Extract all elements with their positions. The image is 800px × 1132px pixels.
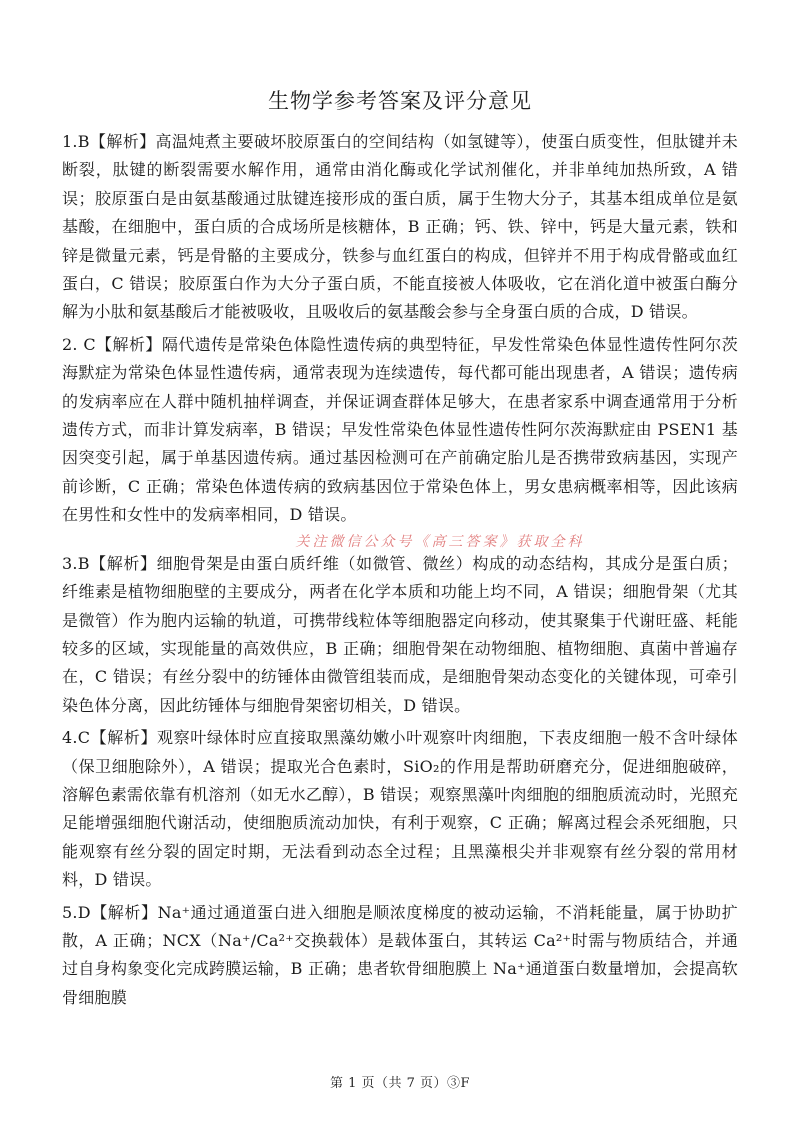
answer-paragraph-1: 1.B【解析】高温炖煮主要破坏胶原蛋白的空间结构（如氢键等），使蛋白质变性，但肽键并未断裂，肽键的断裂需要水解作用，通常由消化酶或化学试剂催化，并非单纯加热所致，A 错误；胶原蛋白是由氨基酸通过肽键连接形成的蛋白质，属于生物大分子，其基本组成单位是氨基酸，在细胞中，蛋白质的合成场所是核糖体，B 正确；钙、铁、锌中，钙是大量元素，铁和锌是微量元素，钙是骨骼的主要成分，铁参与血红蛋白的构成，但锌并不用于构成骨骼或血红蛋白，C 错误；胶原蛋白作为大分子蛋白质，不能直接被人体吸收，它在消化道中被蛋白酶分解为小肽和氨基酸后才能被吸收，且吸收后的氨基酸会参与全身蛋白质的合成，D 错误。 (62, 132, 738, 322)
watermark-text: 关注微信公众号《高三答案》获取全科 (295, 533, 585, 550)
answer-paragraph-5: 5.D【解析】Na⁺通过通道蛋白进入细胞是顺浓度梯度的被动运输，不消耗能量，属于协助扩散，A 正确；NCX（Na⁺/Ca²⁺交换载体）是载体蛋白，其转运 Ca²⁺时需与物质结合，并通过自身构象变化完成跨膜运输，B 正确；患者软骨细胞膜上 Na⁺通道蛋白数量增加，会提高软骨细胞膜 (62, 902, 738, 1007)
page-footer: 第 1 页（共 7 页）③F (329, 1076, 471, 1091)
answer-paragraph-2: 2. C【解析】隔代遗传是常染色体隐性遗传病的典型特征，早发性常染色体显性遗传性阿尔茨海默症为常染色体显性遗传病，通常表现为连续遗传，每代都可能出现患者，A 错误；遗传病的发病率应在人群中随机抽样调查，并保证调查群体足够大，在患者家系中调查通常用于分析遗传方式，而非计算发病率，B 错误；早发性常染色体显性遗传性阿尔茨海默症由 PSEN1 基因突变引起，属于单基因遗传病。通过基因检测可在产前确定胎儿是否携带致病基因，实现产前诊断，C 正确；常染色体遗传病的致病基因位于常染色体上，男女患病概率相等，因此该病在男性和女性中的发病率相同，D 错误。 (62, 334, 738, 525)
answer-paragraph-3: 3.B【解析】细胞骨架是由蛋白质纤维（如微管、微丝）构成的动态结构，其成分是蛋白质；纤维素是植物细胞壁的主要成分，两者在化学本质和功能上均不同，A 错误；细胞骨架（尤其是微管）作为胞内运输的轨道，可携带线粒体等细胞器定向移动，使其聚集于代谢旺盛、耗能较多的区域，实现能量的高效供应，B 正确；细胞骨架在动物细胞、植物细胞、真菌中普遍存在，C 错误；有丝分裂中的纺锤体由微管组装而成，是细胞骨架动态变化的关键体现，可牵引染色体分离，因此纺锤体与细胞骨架密切相关，D 错误。 (62, 553, 738, 715)
page-title: 生物学参考答案及评分意见 (268, 89, 532, 113)
answer-paragraph-4: 4.C【解析】观察叶绿体时应直接取黑藻幼嫩小叶观察叶肉细胞，下表皮细胞一般不含叶绿体（保卫细胞除外），A 错误；提取光合色素时，SiO₂的作用是帮助研磨充分，促进细胞破碎，溶解色素需依靠有机溶剂（如无水乙醇），B 错误；观察黑藻叶肉细胞的细胞质流动时，光照充足能增强细胞代谢活动，使细胞质流动加快，有利于观察，C 正确；解离过程会杀死细胞，只能观察有丝分裂的固定时期，无法看到动态全过程；且黑藻根尖并非观察有丝分裂的常用材料，D 错误。 (62, 728, 738, 890)
